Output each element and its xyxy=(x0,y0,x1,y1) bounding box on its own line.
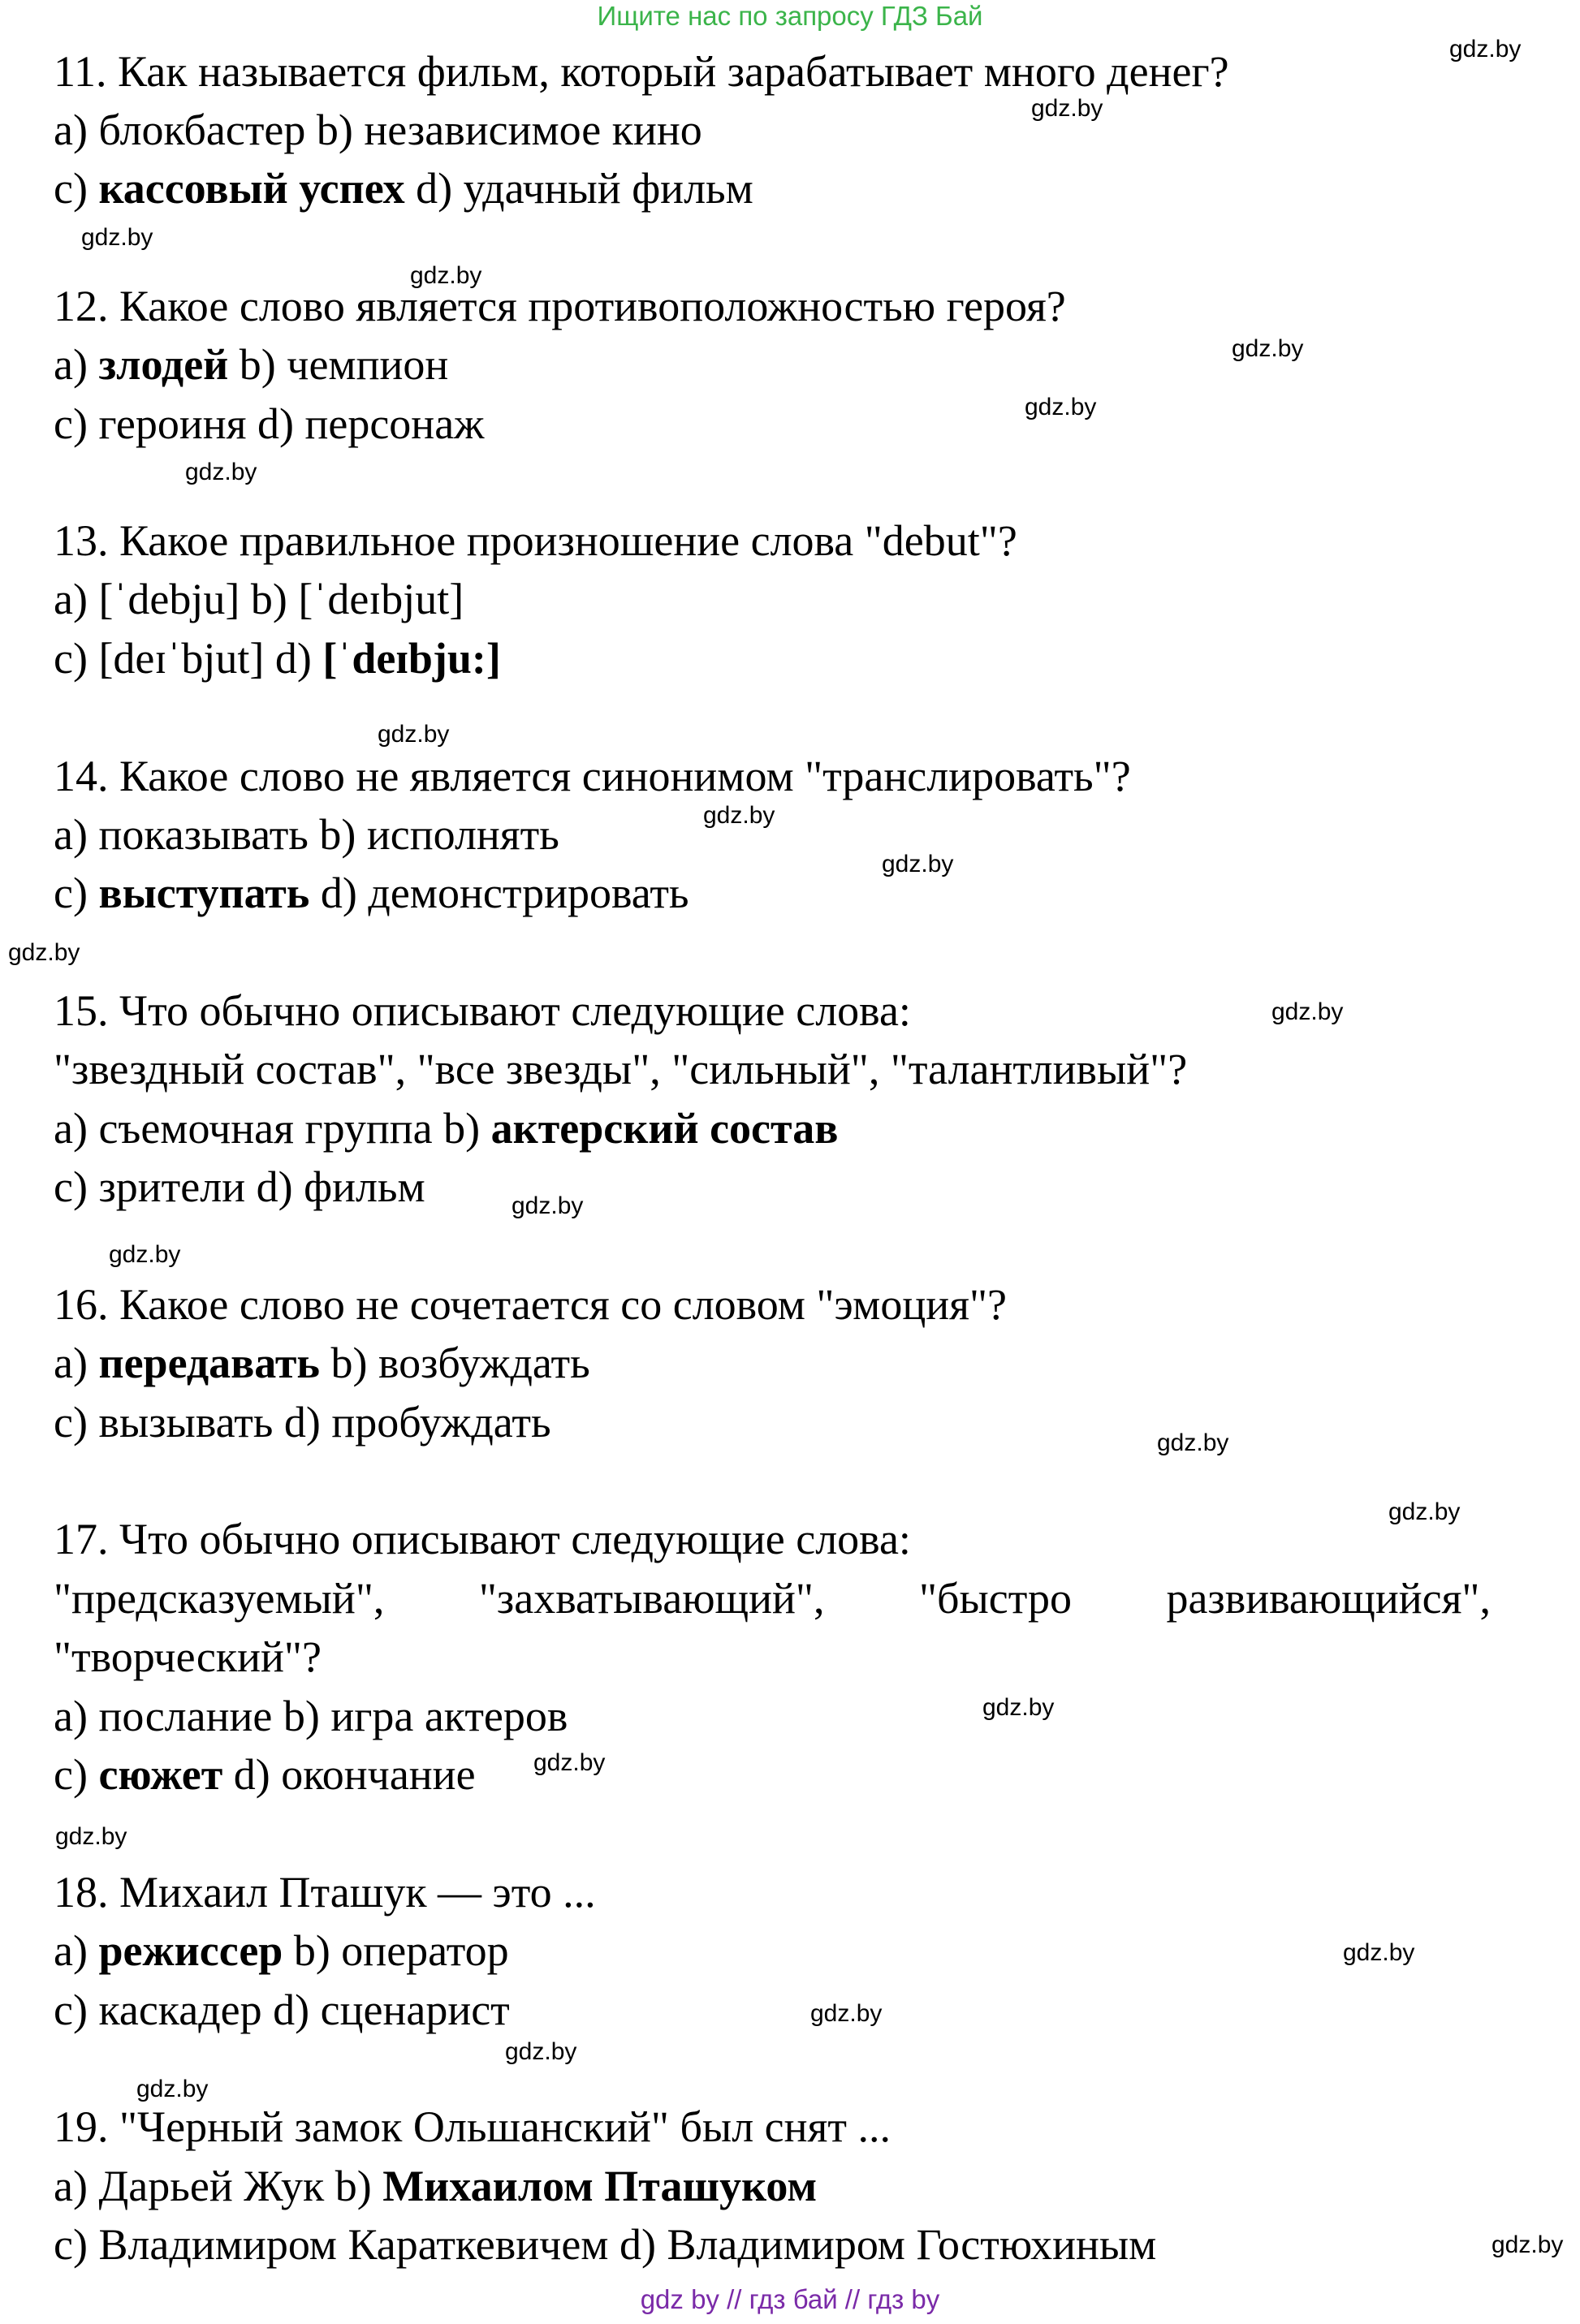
watermark: gdz.by xyxy=(1157,1429,1229,1456)
quoted-word: "предсказуемый", xyxy=(54,1574,385,1623)
watermark: gdz.by xyxy=(55,1823,127,1850)
watermark: gdz.by xyxy=(185,459,257,485)
question-19-options-cd xyxy=(54,2218,1156,2270)
footer-links[interactable]: gdz by // гдз бай // гдз by xyxy=(640,2284,940,2314)
watermark: gdz.by xyxy=(81,224,153,251)
question-18-options-ab xyxy=(54,1925,509,1977)
watermark: gdz.by xyxy=(109,1241,181,1268)
question-18-text: 18. Михаил Пташук — это ... xyxy=(54,1868,596,1917)
question-19-options-ab xyxy=(54,2160,817,2212)
option-text: a) блокбастер b) независимое кино xyxy=(54,106,702,154)
option-text: a) xyxy=(54,340,99,389)
option-text: c) xyxy=(54,1750,99,1799)
question-17-options-ab xyxy=(54,1690,568,1742)
option-text: c) Владимиром Караткевичем d) Владимиром Гостюхиным xyxy=(54,2220,1157,2269)
option-text: a) xyxy=(54,1339,99,1387)
option-text: a) Дарьей Жук b) xyxy=(54,2162,383,2210)
watermark: gdz.by xyxy=(1492,2231,1564,2258)
quoted-word: "быстро xyxy=(918,1574,1072,1623)
question-14-text: 14. Какое слово не является синонимом "транслировать"? xyxy=(54,752,1131,800)
watermark: gdz.by xyxy=(1031,95,1103,122)
option-text: c) [deɪˈbjut] d) xyxy=(54,634,323,683)
correct-answer: [ˈdeɪbju:] xyxy=(322,634,501,683)
watermark: gdz.by xyxy=(1343,1939,1415,1966)
option-text: c) xyxy=(54,869,99,917)
question-17-text-end: "творческий"? xyxy=(54,1632,322,1681)
option-text: a) послание b) игра актеров xyxy=(54,1692,568,1740)
question-14-options-cd xyxy=(54,867,689,919)
watermark: gdz.by xyxy=(378,721,450,748)
correct-answer: кассовый успех xyxy=(98,164,405,213)
correct-answer: актерский состав xyxy=(490,1104,839,1153)
watermark: gdz.by xyxy=(505,2038,577,2065)
question-12-options-cd xyxy=(54,398,484,450)
correct-answer: режиссер xyxy=(98,1926,283,1975)
quoted-word: "захватывающий", xyxy=(478,1574,825,1623)
question-16-options-cd xyxy=(54,1396,551,1448)
correct-answer: сюжет xyxy=(98,1750,223,1799)
question-13-options-ab xyxy=(54,573,464,625)
question-19-text: 19. "Черный замок Ольшанский" был снят ... xyxy=(54,2102,891,2151)
option-text: d) демонстрировать xyxy=(309,869,689,917)
option-text: d) окончание xyxy=(222,1750,476,1799)
question-13-options-cd xyxy=(54,632,501,684)
question-12-text: 12. Какое слово является противоположностью героя? xyxy=(54,282,1066,330)
correct-answer: выступать xyxy=(98,869,310,917)
option-text: c) каскадер d) сценарист xyxy=(54,1986,510,2034)
option-text: b) оператор xyxy=(283,1926,509,1975)
watermark: gdz.by xyxy=(512,1192,584,1219)
option-text: c) зрители d) фильм xyxy=(54,1162,425,1211)
question-11-text: 11. Как называется фильм, который зарабатывает много денег? xyxy=(54,47,1229,96)
watermark: gdz.by xyxy=(882,851,954,877)
correct-answer: Михаилом Пташуком xyxy=(382,2162,818,2210)
question-11-options-ab xyxy=(54,104,702,156)
question-17-text: 17. Что обычно описывают следующие слова: xyxy=(54,1515,911,1563)
question-14-options-ab xyxy=(54,808,559,860)
question-12-options-ab xyxy=(54,338,448,390)
option-text: b) возбуждать xyxy=(319,1339,590,1387)
watermark: gdz.by xyxy=(982,1694,1055,1721)
watermark: gdz.by xyxy=(810,2000,883,2027)
question-11-options-cd xyxy=(54,162,753,214)
watermark: gdz.by xyxy=(1449,36,1522,63)
watermark: gdz.by xyxy=(1388,1498,1461,1525)
question-17-options-cd xyxy=(54,1748,476,1800)
option-text: a) съемочная группа b) xyxy=(54,1104,491,1153)
option-text: a) показывать b) исполнять xyxy=(54,810,559,859)
option-text: c) героиня d) персонаж xyxy=(54,399,485,448)
option-text: a) [ˈdebju] b) [ˈdeɪbjut] xyxy=(54,575,464,623)
watermark: gdz.by xyxy=(1025,394,1097,420)
quoted-word: развивающийся", xyxy=(1166,1574,1491,1623)
correct-answer: злодей xyxy=(98,340,229,389)
top-banner[interactable]: Ищите нас по запросу ГДЗ Бай xyxy=(597,1,983,31)
watermark: gdz.by xyxy=(410,262,482,289)
option-text: a) xyxy=(54,1926,99,1975)
question-17-text-cont xyxy=(54,1572,1491,1624)
watermark: gdz.by xyxy=(533,1749,606,1776)
watermark: gdz.by xyxy=(1232,335,1304,362)
watermark: gdz.by xyxy=(8,939,80,966)
question-13-text: 13. Какое правильное произношение слова "debut"? xyxy=(54,516,1017,565)
watermark: gdz.by xyxy=(703,802,775,829)
watermark: gdz.by xyxy=(136,2076,209,2102)
question-16-options-ab xyxy=(54,1337,590,1389)
correct-answer: передавать xyxy=(98,1339,320,1387)
question-15-options-ab xyxy=(54,1102,838,1154)
watermark: gdz.by xyxy=(1271,998,1344,1025)
option-text: b) чемпион xyxy=(228,340,449,389)
question-15-options-cd xyxy=(54,1161,425,1213)
question-15-text: 15. Что обычно описывают следующие слова: xyxy=(54,986,911,1035)
question-18-options-cd xyxy=(54,1984,510,2036)
option-text: c) вызывать d) пробуждать xyxy=(54,1398,551,1447)
question-16-text: 16. Какое слово не сочетается со словом "эмоция"? xyxy=(54,1280,1007,1329)
question-15-text-cont: "звездный состав", "все звезды", "сильный", "талантливый"? xyxy=(54,1045,1188,1093)
option-text: c) xyxy=(54,164,99,213)
option-text: d) удачный фильм xyxy=(404,164,753,213)
